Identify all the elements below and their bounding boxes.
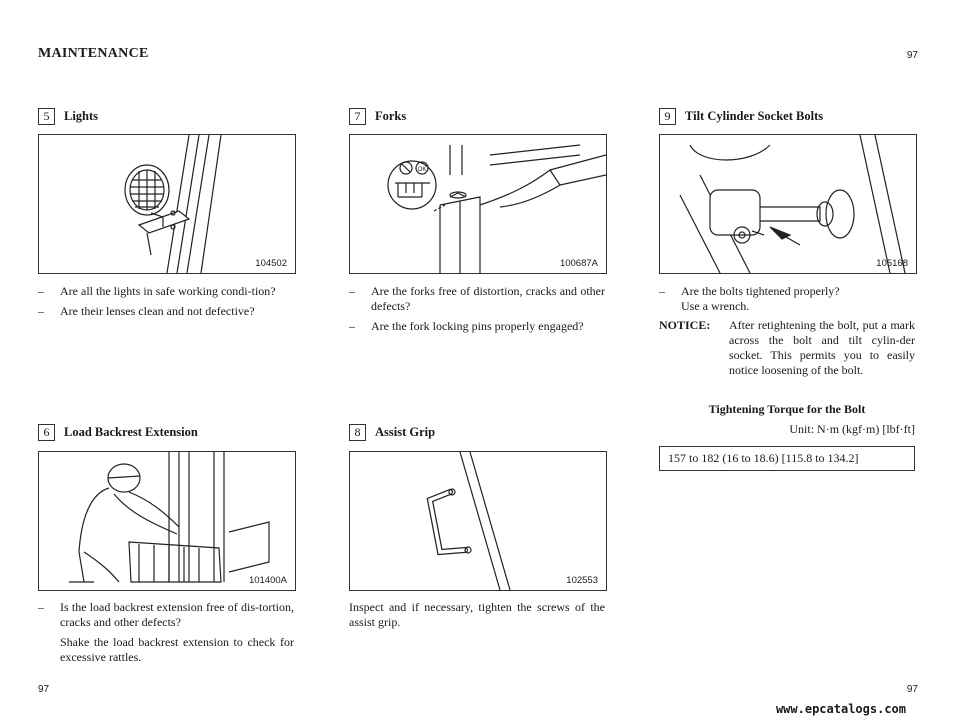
section-heading-load-backrest — [38, 424, 198, 441]
figure-code: 100687A — [559, 258, 598, 269]
tilt-cylinder-checklist — [659, 284, 915, 319]
list-item-continuation: Shake the load backrest extension to check for excessive rattles. — [60, 635, 294, 664]
figure-tilt-cylinder — [659, 134, 917, 274]
list-item: – Is the load backrest extension free of dis-tortion, cracks and other defects? — [38, 600, 294, 629]
list-item: – Are the bolts tightened properly? — [659, 284, 840, 298]
torque-unit: Unit: N·m (kgf·m) [lbf·ft] — [789, 422, 915, 436]
section-number: 9 — [659, 108, 676, 125]
svg-text:OK: OK — [417, 167, 427, 173]
section-title: Tilt Cylinder Socket Bolts — [685, 109, 824, 123]
load-backrest-checklist — [38, 600, 294, 670]
notice-text: After retightening the bolt, put a mark across the bolt and tilt cylin-der socket. This permits you to easily notice loosening of the bolt. — [729, 318, 915, 377]
page-title: MAINTENANCE — [38, 46, 149, 61]
figure-code: 101400A — [248, 575, 287, 586]
section-title: Assist Grip — [375, 425, 436, 439]
section-heading-forks — [349, 108, 406, 125]
section-title: Lights — [64, 109, 99, 123]
section-heading-assist-grip — [349, 424, 435, 441]
watermark-text: www.epcatalogs.com — [775, 702, 906, 716]
figure-load-backrest — [38, 451, 296, 591]
assist-grip-text: Inspect and if necessary, tighten the screws of the assist grip. — [349, 600, 605, 629]
page-number-right: 97 — [906, 684, 918, 695]
tilt-cylinder-illustration — [660, 135, 916, 273]
list-item: – Are the fork locking pins properly engaged? — [349, 319, 584, 333]
load-backrest-illustration — [39, 452, 295, 590]
figure-assist-grip — [349, 451, 607, 591]
list-item: – Are their lenses clean and not defective? — [38, 304, 255, 318]
page-number-top: 97 — [906, 50, 918, 61]
section-number: 7 — [349, 108, 366, 125]
list-item: – Are all the lights in safe working condi-tion? — [38, 284, 276, 298]
lights-checklist — [38, 284, 294, 324]
figure-code: 105168 — [876, 258, 908, 269]
notice-block — [659, 318, 915, 378]
notice-label: NOTICE: — [659, 318, 711, 332]
section-heading-tilt-cylinder — [659, 108, 823, 125]
list-item-continuation: Use a wrench. — [681, 299, 750, 313]
section-title: Forks — [375, 109, 407, 123]
figure-lights — [38, 134, 296, 274]
figure-forks — [349, 134, 607, 274]
section-heading-lights — [38, 108, 98, 125]
section-title: Load Backrest Extension — [64, 425, 198, 439]
forks-checklist — [349, 284, 605, 339]
section-number: 8 — [349, 424, 366, 441]
torque-title: Tightening Torque for the Bolt — [708, 402, 866, 416]
list-item: – Are the forks free of distortion, cracks and other defects? — [349, 284, 605, 313]
torque-value-box: 157 to 182 (16 to 18.6) [115.8 to 134.2] — [659, 446, 915, 471]
lights-illustration — [39, 135, 295, 273]
assist-grip-illustration — [350, 452, 606, 590]
page-number-left: 97 — [38, 684, 50, 695]
figure-code: 102553 — [566, 575, 598, 586]
figure-code: 104502 — [255, 258, 287, 269]
section-number: 5 — [38, 108, 55, 125]
section-number: 6 — [38, 424, 55, 441]
forks-illustration — [350, 135, 606, 273]
